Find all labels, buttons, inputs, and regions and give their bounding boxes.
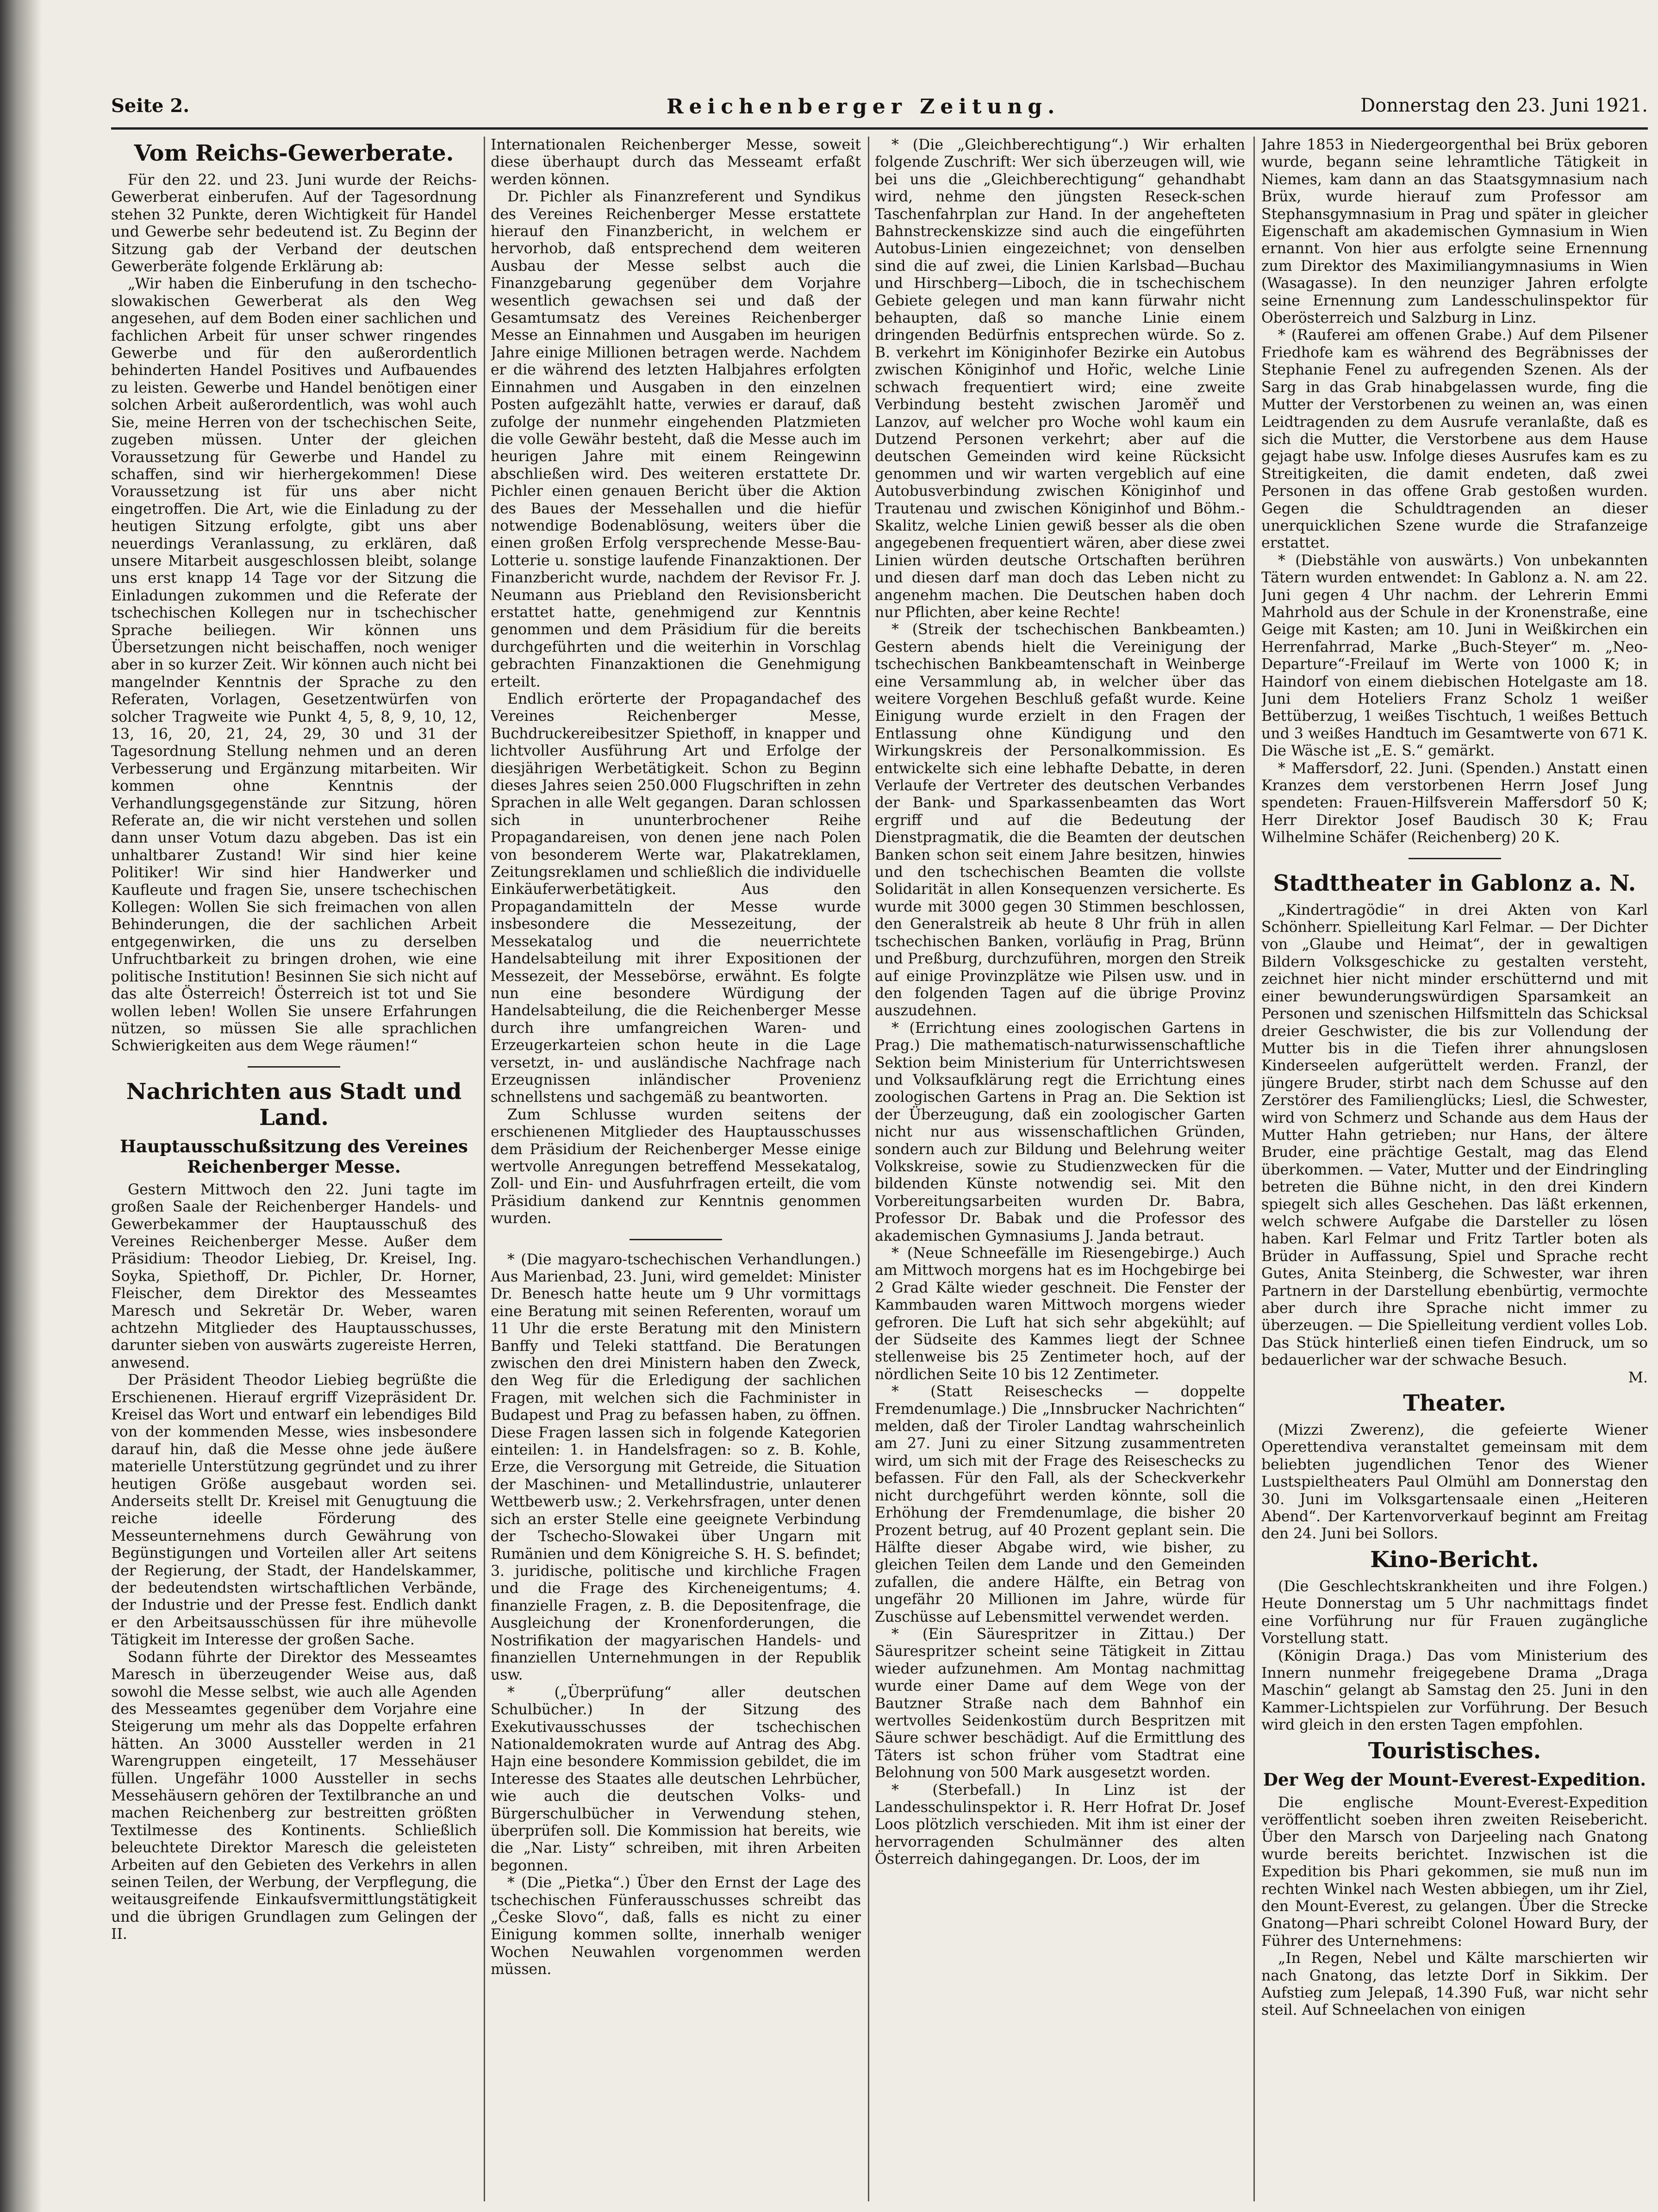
issue-date: Donnerstag den 23. Juni 1921.	[1360, 95, 1648, 116]
section-headline: Kino-Bericht.	[1370, 1546, 1539, 1573]
section-separator	[630, 1239, 722, 1240]
page-number: Seite 2.	[111, 95, 190, 117]
section-headline: Stadttheater in Gablonz a. N.	[1273, 870, 1636, 896]
scan-margin	[0, 0, 42, 2212]
article-paragraph: Gestern Mittwoch den 22. Juni tagte im großen Saale der Reichenberger Handels- und Gewerbekammer der Hauptausschuß des Vereines Reichenberger Messe. Außer dem Präsidium: Theodor Liebieg, Dr. Kreisel, Ing. Soyka, Spiethoff, Dr. Pichler, Dr. Horner, Fleischer, dem Direktor des Messeamtes Maresch und Sekretär Dr. Weber, waren achtzehn Mitglieder des Hauptausschusses, darunter sieben von auswärts zugereiste Herren, anwesend.	[111, 1181, 477, 1371]
review-paragraph: „Kindertragödie“ in drei Akten von Karl Schönherr. Spielleitung Karl Felmar. — Der Dichter von „Glaube und Heimat“, der in gewaltigen Bildern Volksgeschicke zu gestalten versteht, zeichnet hier nicht minder erschütternd und mit einer bewunderungswürdigen Sparsamkeit an Personen und szenischen Hilfsmitteln das Schicksal dreier Geschwister, die bis zur Vollendung der Mutter bis in die Tiefen ihrer ahnungslosen Kinderseelen aufgerüttelt werden. Franzl, der jüngere Bruder, stirbt nach dem Schusse auf den Zerstörer des Familienglücks; Liesl, die Schwester, wird von Schmerz und Schande aus dem Haus der Mutter Hahn getrieben; nur Hans, der ältere Bruder, eine prächtige Gestalt, mag das Elend überkommen. — Vater, Mutter und der Eindringling betreten die Bühne nicht, in den drei Kindern spiegelt sich alles Geschehen. Das läßt erkennen, welch schwere Aufgabe die Darsteller zu lösen haben. Karl Felmar und Fritz Tartler boten als Brüder in Auffassung, Spiel und Sprache recht Gutes, Anita Steinberg, die Schwester, war ihren Partnern in der Darstellung ebenbürtig, vermochte aber durch ihre Sprache nicht immer zu überzeugen. — Die Spielleitung verdient volles Lob. Das Stück hinterließ einen tiefen Eindruck, um so bedauerlicher war der schwache Besuch.	[1261, 901, 1648, 1369]
news-item: * (Die „Pietka“.) Über den Ernst der Lage des tschechischen Fünferausschusses schreibt das „Česke Slovo“, daß, falls es nicht zu einer Einigung kommen sollte, innerhalb weniger Wochen Neuwahlen vorgenommen werden müssen.	[491, 1875, 861, 1978]
article-headline: Hauptausschußsitzung des Vereines Reichenberger Messe.	[120, 1136, 468, 1177]
column-rule	[868, 137, 869, 2201]
news-item: (Königin Draga.) Das vom Ministerium des Innern nunmehr freigegebene Drama „Draga Maschin“ gelangt ab Samstag den 25. Juni in den Kammer-Lichtspielen zur Vorführung. Der Besuch wird gleich in den ersten Tagen empfohlen.	[1261, 1647, 1648, 1734]
news-item: * (Diebstähle von auswärts.) Von unbekannten Tätern wurden entwendet: In Gablonz a. N. am 22. Juni gegen 4 Uhr nachm. der Lehrerin Emmi Mahrhold aus der Schule in der Kronenstraße, eine Geige mit Kasten; am 10. Juni in Weißkirchen ein Herrenfahrrad, Marke „Buch-Steyer“ m. „Neo-Departure“-Freilauf im Werte von 1000 K; in Haindorf von einem diebischen Hotelgaste am 18. Juni dem Hoteliers Franz Scholz 1 weißer Bettüberzug, 1 weißes Tischtuch, 1 weißes Bettuch und 3 weißes Handtuch im Gesamtwerte von 671 K. Die Wäsche ist „E. S.“ gemärkt.	[1261, 552, 1648, 760]
article-paragraph: Endlich erörterte der Propagandachef des Vereines Reichenberger Messe, Buchdruckereibesitzer Spiethoff, in knapper und lichtvoller Ausführung Art und Erfolge der diesjährigen Werbetätigkeit. Schon zu Beginn dieses Jahres seien 250.000 Flugschriften in zehn Sprachen in alle Welt gegangen. Daran schlossen sich in ununterbrochener Reihe Propagandareisen, von denen jene nach Polen von besonderem Werte war, Plakatreklamen, Zeitungsreklamen und schließlich die individuelle Einkäuferwerbetätigkeit. Aus den Propagandamitteln der Messe wurde insbesondere die Messezeitung, der Messekatalog und die neuerrichtete Handelsabteilung mit ihrer Expositionen der Messezeit, der Messebörse, erwähnt. Es folgte nun eine besondere Würdigung der Handelsabteilung, die die Reichenberger Messe durch ihre umfangreichen Waren- und Erzeugerkarteien schon heute in die Lage versetzt, in- und ausländische Nachfrage nach Erzeugnissen inländischer Provenienz schnellstens und sachgemäß zu beantworten.	[491, 691, 861, 1106]
article-paragraph: Dr. Pichler als Finanzreferent und Syndikus des Vereines Reichenberger Messe erstattete hierauf den Finanzbericht, in welchem er hervorhob, daß entsprechend dem weiteren Ausbau der Messe selbst auch die Finanzgebarung gegenüber dem Vorjahre wesentlich gewachsen sei und daß der Gesamtumsatz des Vereines Reichenberger Messe an Einnahmen und Ausgaben im heurigen Jahre einige Millionen betragen werde. Nachdem er die während des letzten Halbjahres erfolgten Einnahmen und Ausgaben in den einzelnen Posten aufgezählt hatte, verwies er darauf, daß zufolge der nunmehr eingehenden Platzmieten die volle Gewähr besteht, daß die Messe auch im heurigen Jahre mit einem Reingewinn abschließen wird. Des weiteren erstattete Dr. Pichler einen genauen Bericht über die Aktion des Baues der Messehallen und die hiefür notwendige Bodenablösung, weiters über die einen großen Erfolg versprechende Messe-Bau-Lotterie u. sonstige laufende Finanzaktionen. Der Finanzbericht wurde, nachdem der Revisor Fr. J. Neumann aus Priebland den Revisionsbericht erstattet hatte, genehmigend zur Kenntnis genommen und dem Präsidium für die bereits durchgeführten und die weiterhin in Vorschlag gebrachten Finanzaktionen die Genehmigung erteilt.	[491, 188, 861, 690]
news-item: (Mizzi Zwerenz), die gefeierte Wiener Operettendiva veranstaltet gemeinsam mit dem beliebten jugendlichen Tenor des Wiener Lustspieltheaters Paul Olmühl am Donnerstag den 30. Juni im Volksgartensaale einen „Heiteren Abend“. Der Kartenvorverkauf beginnt am Freitag den 24. Juni bei Sollors.	[1261, 1422, 1648, 1543]
section-headline: Nachrichten aus Stadt und Land.	[126, 1078, 462, 1131]
news-item: * (Rauferei am offenen Grabe.) Auf dem Pilsener Friedhofe kam es während des Begräbnisses der Stephanie Fenel zu aufregenden Szenen. Als der Sarg in das Grab hinabgelassen wurde, fing die Mutter der Verstorbenen zu weinen an, was einen Leidtragenden zu dem Ausrufe veranlaßte, daß es sich die Mutter, die Verstorbene aus dem Hause gejagt habe usw. Infolge dieses Ausrufes kam es zu Streitigkeiten, die damit endeten, daß zwei Personen in das offene Grab gestoßen wurden. Gegen die Schuldtragenden an dieser unerquicklichen Szene wurde die Strafanzeige erstattet.	[1261, 327, 1648, 552]
news-item: (Die Geschlechtskrankheiten und ihre Folgen.) Heute Donnerstag um 5 Uhr nachmittags findet eine Vorführung nur für Frauen zugängliche Vorstellung statt.	[1261, 1578, 1648, 1647]
article-paragraph: Sodann führte der Direktor des Messeamtes Maresch in überzeugender Weise aus, daß sowohl die Messe selbst, wie auch alle Agenden des Messeamtes gegenüber dem Vorjahre eine Steigerung um mehr als das Doppelte erfahren hätten. An 3000 Aussteller werden in 21 Warengruppen eingeteilt, 17 Messehäuser füllen. Ungefähr 1000 Aussteller in sechs Messehäusern gehören der Textilbranche an und machen Reichenberg zur bestreitten größten Textilmesse des Kontinents. Schließlich beleuchtete Direktor Maresch die geleisteten Arbeiten auf den Gebieten des Verkehrs in allen seinen Teilen, der Werbung, der Verpflegung, die weitausgreifende Einkaufsvermittlungstätigkeit und die übrigen Grundlagen zum Gelingen der II.	[111, 1649, 477, 1943]
article-paragraph: Der Präsident Theodor Liebieg begrüßte die Erschienenen. Hierauf ergriff Vizepräsident Dr. Kreisel das Wort und entwarf ein lebendiges Bild von der kommenden Messe, wies insbesondere darauf hin, daß die Messe ohne jede äußere materielle Unterstützung gegründet und zu ihrer heutigen Größe ausgebaut worden sei. Anderseits stellt Dr. Kreisel mit Genugtuung die reiche ideelle Förderung des Messeunternehmens durch Gewährung von Begünstigungen und Vorteilen aller Art seitens der Regierung, der Stadt, der Handelskammer, der bedeutendsten wirtschaftlichen Verbände, der Industrie und der Presse fest. Endlich dankt er den Arbeitsausschüssen für ihre mühevolle Tätigkeit im Interesse der großen Sache.	[111, 1372, 477, 1649]
article-headline: Der Weg der Mount-Everest-Expedition.	[1263, 1769, 1646, 1790]
header-rule	[111, 127, 1648, 130]
column-1	[111, 137, 477, 2201]
section-separator	[1409, 858, 1501, 859]
column-3	[875, 137, 1245, 2201]
news-item: * (Neue Schneefälle im Riesengebirge.) Auch am Mittwoch morgens hat es im Hochgebirge bei 2 Grad Kälte wieder geschneit. Die Fenster der Kammbauden waren Mittwoch morgens wieder gefroren. Die Luft hat sich sehr abgekühlt; auf der Südseite des Kammes liegt der Schnee stellenweise bis 25 Zentimeter hoch, auf der nördlichen Seite 10 bis 12 Zentimeter.	[875, 1245, 1245, 1383]
news-item: * (Sterbefall.) In Linz ist der Landesschulinspektor i. R. Herr Hofrat Dr. Josef Loos plötzlich verschieden. Mit ihm ist einer der hervorragenden Schulmänner des alten Österreich dahingegangen. Dr. Loos, der im	[875, 1781, 1245, 1868]
article-paragraph: Für den 22. und 23. Juni wurde der Reichs-Gewerberat einberufen. Auf der Tagesordnung stehen 32 Punkte, deren Wichtigkeit für Handel und Gewerbe sehr bedeutend ist. Zu Beginn der Sitzung gab der Verband der deutschen Gewerberäte folgende Erklärung ab:	[111, 172, 477, 275]
news-item: * (Statt Reiseschecks — doppelte Fremdenumlage.) Die „Innsbrucker Nachrichten“ melden, daß der Tiroler Landtag wahrscheinlich am 27. Juni zu einer Sitzung zusammentreten wird, um sich mit der Frage des Reiseschecks zu befassen. Für den Fall, als der Scheckverkehr nicht durchgeführt werden könnte, soll die Erhöhung der Fremdenumlage, die bisher 20 Prozent betrug, auf 40 Prozent geplant sein. Die Hälfte dieser Abgabe wird, wie bisher, zu gleichen Teilen dem Lande und den Gemeinden zufallen, die andere Hälfte, ein Betrag von ungefähr 20 Millionen im Jahre, würde für Zuschüsse auf Lebensmittel verwendet werden.	[875, 1383, 1245, 1625]
article-paragraph: Zum Schlusse wurden seitens der erschienenen Mitglieder des Hauptausschusses dem Präsidium der Reichenberger Messe einige wertvolle Anregungen betreffend Messekatalog, Zoll- und Ein- und Ausfuhrfragen erteilt, die vom Präsidium dankend zur Kenntnis genommen wurden.	[491, 1106, 861, 1227]
news-item: * („Überprüfung“ aller deutschen Schulbücher.) In der Sitzung des Exekutivausschusses der tschechischen Nationaldemokraten wurde auf Antrag des Abg. Hajn eine besondere Kommission gebildet, die im Interesse des Staates alle deutschen Lehrbücher, wie auch die deutschen Volks- und Bürgerschulbücher in Verwendung stehen, überprüfen soll. Die Kommission hat bereits, wie die „Nar. Listy“ schreiben, mit ihren Arbeiten begonnen.	[491, 1684, 861, 1874]
news-item: Jahre 1853 in Niedergeorgenthal bei Brüx geboren wurde, begann seine lehramtliche Tätigkeit in Niemes, kam dann an das Staatsgymnasium nach Brüx, wurde hierauf zum Professor am Stephansgymnasium in Prag und später in gleicher Eigenschaft am akademischen Gymnasium in Wien ernannt. Von hier aus erfolgte seine Ernennung zum Direktor des Maximiliangymnasiums in Wien (Wasagasse). In den neunziger Jahren erfolgte seine Ernennung zum Landesschulinspektor für Oberösterreich und Salzburg in Linz.	[1261, 137, 1648, 327]
review-signature: M.	[1628, 1369, 1648, 1386]
article-paragraph: „Wir haben die Einberufung in den tschecho-slowakischen Gewerberat als den Weg angesehen, auf dem Boden einer sachlichen und fachlichen Arbeit für unser schwer ringendes Gewerbe und für den außerordentlich behinderten Handel Positives und Aufbauendes zu leisten. Gewerbe und Handel benötigen einer solchen Arbeit außerordentlich, was wohl auch Sie, meine Herren von der tschechischen Seite, zugeben müssen. Unter der gleichen Voraussetzung für Gewerbe und Handel zu schaffen, sind wir hierhergekommen! Diese Voraussetzung ist für uns aber nicht eingetroffen. Die Art, wie die Einladung zu der heutigen Sitzung erfolgte, gibt uns aber neuerdings Veranlassung, zu erklären, daß unsere Mitarbeit ausgeschlossen bleibt, solange uns erst knapp 14 Tage vor der Sitzung die Einladungen zukommen und die Referate der tschechischen Kollegen nur in tschechischer Sprache beiliegen. Wir können uns Übersetzungen nicht beischaffen, noch weniger aber in so kurzer Zeit. Wir können auch nicht bei mangelnder Kenntnis der Sprache zu den Referaten, Vorlagen, Gesetzentwürfen von solcher Tragweite wie Punkt 4, 5, 8, 9, 10, 12, 13, 16, 20, 21, 24, 29, 30 und 31 der Tagesordnung Stellung nehmen und an deren Verbesserung und Ergänzung mitarbeiten. Wir kommen ohne Kenntnis der Verhandlungsgegenstände zur Sitzung, hören Referate an, die wir nicht verstehen und sollen dann unser Votum dazu abgeben. Das ist ein unhaltbarer Zustand! Wir sind hier keine Politiker! Wir sind hier Handwerker und Kaufleute und fragen Sie, unsere tschechischen Kollegen: Wollen Sie sich freimachen von allen Behinderungen, die der sachlichen Arbeit entgegenwirken, die uns zu derselben Unfruchtbarkeit zu bringen drohen, wie eine politische Institution! Besinnen Sie sich nicht auf das alte Österreich! Österreich ist tot und Sie wollen leben! Wollen Sie unsere Erfahrungen nützen, so müssen Sie alle sprachlichen Schwierigkeiten aus dem Wege räumen!“	[111, 275, 477, 1055]
article-paragraph: Die englische Mount-Everest-Expedition veröffentlicht soeben ihren zweiten Reisebericht. Über den Marsch von Darjeeling nach Gnatong wurde bereits berichtet. Inzwischen ist die Expedition bis Phari gekommen, sie muß nun im rechten Winkel nach Westen abbiegen, um ihr Ziel, den Mount-Everest, zu gelangen. Über die Strecke Gnatong—Phari schreibt Colonel Howard Bury, der Führer des Unternehmens:	[1261, 1794, 1648, 1950]
masthead: Reichenberger Zeitung.	[667, 95, 1060, 119]
section-separator	[248, 1066, 340, 1068]
column-rule	[484, 137, 485, 2201]
column-rule	[1253, 137, 1255, 2201]
article-paragraph: Internationalen Reichenberger Messe, soweit diese überhaupt durch das Messeamt erfaßt werden können.	[491, 137, 861, 188]
news-item: * (Streik der tschechischen Bankbeamten.) Gestern abends hielt die Vereinigung der tschechischen Bankbeamtenschaft in Weinberge eine Versammlung ab, in welcher über das weitere Vorgehen Beschluß gefaßt wurde. Keine Einigung wurde erzielt in den Fragen der Entlassung ohne Kündigung und den Wirkungskreis der Personalkommission. Es entwickelte sich eine lebhafte Debatte, in deren Verlaufe der Vertreter des deutschen Verbandes der Bank- und Sparkassenbeamten das Wort ergriff und auf die Bedeutung der Dienstpragmatik, die die Beamten der deutschen Banken schon seit einem Jahre besitzen, hinwies und den tschechischen Beamten die vollste Solidarität in allen Konsequenzen versicherte. Es wurde mit 3000 gegen 30 Stimmen beschlossen, den Generalstreik ab heute 8 Uhr früh in allen tschechischen Banken, vorläufig in Prag, Brünn und Preßburg, durchzuführen, morgen den Streik auf einige Provinzplätze wie Pilsen usw. und in den folgenden Tagen auf die übrige Provinz auszudehnen.	[875, 621, 1245, 1019]
article-paragraph: „In Regen, Nebel und Kälte marschierten wir nach Gnatong, das letzte Dorf in Sikkim. Der Aufstieg zum Jelepaß, 14.390 Fuß, war nicht sehr steil. Auf Schneelachen von einigen	[1261, 1950, 1648, 2019]
news-item: * (Errichtung eines zoologischen Gartens in Prag.) Die mathematisch-naturwissenschaftliche Sektion beim Ministerium für Unterrichtswesen und Volksaufklärung regt die Errichtung eines zoologischen Gartens in Prag an. Die Sektion ist der Überzeugung, daß ein zoologischer Garten nicht nur aus wissenschaftlichen Gründen, sondern auch zur Bildung und Belehrung weiter Volkskreise, sowie zu Studienzwecken für die bildenden Künste notwendig sei. Mit den Vorbereitungsarbeiten wurden Dr. Babra, Professor Dr. Babak und die Professor des akademischen Gymnasiums J. Janda betraut.	[875, 1019, 1245, 1244]
article-headline: Vom Reichs-Gewerberate.	[134, 140, 454, 166]
page-header	[111, 95, 1648, 123]
news-item: * (Die „Gleichberechtigung“.) Wir erhalten folgende Zuschrift: Wer sich überzeugen will, wie bei uns die „Gleichberechtigung“ gehandhabt wird, nehme den jüngsten Reseck-schen Taschenfahrplan zur Hand. In der angehefteten Bahnstreckenskizze sind auch die eingeführten Autobus-Linien eingezeichnet; von denselben sind die auf zwei, die Linien Karlsbad—Buchau und Hirschberg—Liboch, die in tschechischem Gebiete gelegen und man kann fürwahr nicht behaupten, daß so manche Linie einem dringenden Bedürfnis entsprechen würde. So z. B. verkehrt im Königinhofer Bezirke ein Autobus zwischen Königinhof und Hořic, welche Linie schwach frequentiert wird; eine zweite Verbindung besteht zwischen Jaroměř und Lanzov, auf welcher pro Woche wohl kaum ein Dutzend Personen verkehrt; aber auf die deutschen Gemeinden wird keine Rücksicht genommen und wir warten vergeblich auf eine Autobusverbindung zwischen Königinhof und Trautenau und zwischen Königinhof und Böhm.-Skalitz, welche Linien gewiß besser als die oben angegebenen frequentiert wären, aber diese zwei Linien würden deutsche Ortschaften berühren und diesen darf man doch das Leben nicht zu angenehm machen. Die Deutschen haben doch nur Pflichten, aber keine Rechte!	[875, 137, 1245, 621]
news-item: * Maffersdorf, 22. Juni. (Spenden.) Anstatt einen Kranzes dem verstorbenen Herrn Josef Jung spendeten: Frauen-Hilfsverein Maffersdorf 50 K; Herr Direktor Josef Baudisch 30 K; Frau Wilhelmine Schäfer (Reichenberg) 20 K.	[1261, 760, 1648, 846]
section-headline: Theater.	[1403, 1390, 1506, 1417]
news-item: * (Die magyaro-tschechischen Verhandlungen.) Aus Marienbad, 23. Juni, wird gemeldet: Minister Dr. Benesch hatte heute um 9 Uhr vormittags eine Beratung mit seinen Referenten, worauf um 11 Uhr die erste Beratung mit den Ministern Banffy und Teleki stattfand. Die Beratungen zwischen den drei Ministern haben den Zweck, den Weg für die Erledigung der sachlichen Fragen, mit welchen sich die Fachminister in Budapest und Prag zu befassen haben, zu öffnen. Diese Fragen lassen sich in folgende Kategorien einteilen: 1. in Handelsfragen: so z. B. Kohle, Erze, die Versorgung mit Getreide, die Situation der Maschinen- und Metallindustrie, unlauterer Wettbewerb usw.; 2. Verkehrsfragen, unter denen sich an erster Stelle eine geeignete Verbindung der Tschecho-Slowakei über Ungarn mit Rumänien und dem Königreiche S. H. S. befindet; 3. juridische, politische und kirchliche Fragen und die Frage des Kircheneigentums; 4. finanzielle Fragen, z. B. die Depositenfrage, die Ausgleichung der Kronenforderungen, die Nostrifikation der magyarischen Handels- und finanziellen Unternehmungen in der Republik usw.	[491, 1251, 861, 1684]
news-item: * (Ein Säurespritzer in Zittau.) Der Säurespritzer scheint seine Tätigkeit in Zittau wieder aufzunehmen. Am Montag nachmittag wurde einer Dame auf dem Wege von der Bautzner Straße nach dem Bahnhof ein wertvolles Seidenkostüm durch Bespritzen mit Säure schwer beschädigt. Auf die Ermittlung des Täters ist schon früher vom Stadtrat eine Belohnung von 500 Mark ausgesetzt worden.	[875, 1625, 1245, 1781]
column-2	[491, 137, 861, 2201]
section-headline: Touristisches.	[1368, 1737, 1541, 1764]
column-4	[1261, 137, 1648, 2201]
